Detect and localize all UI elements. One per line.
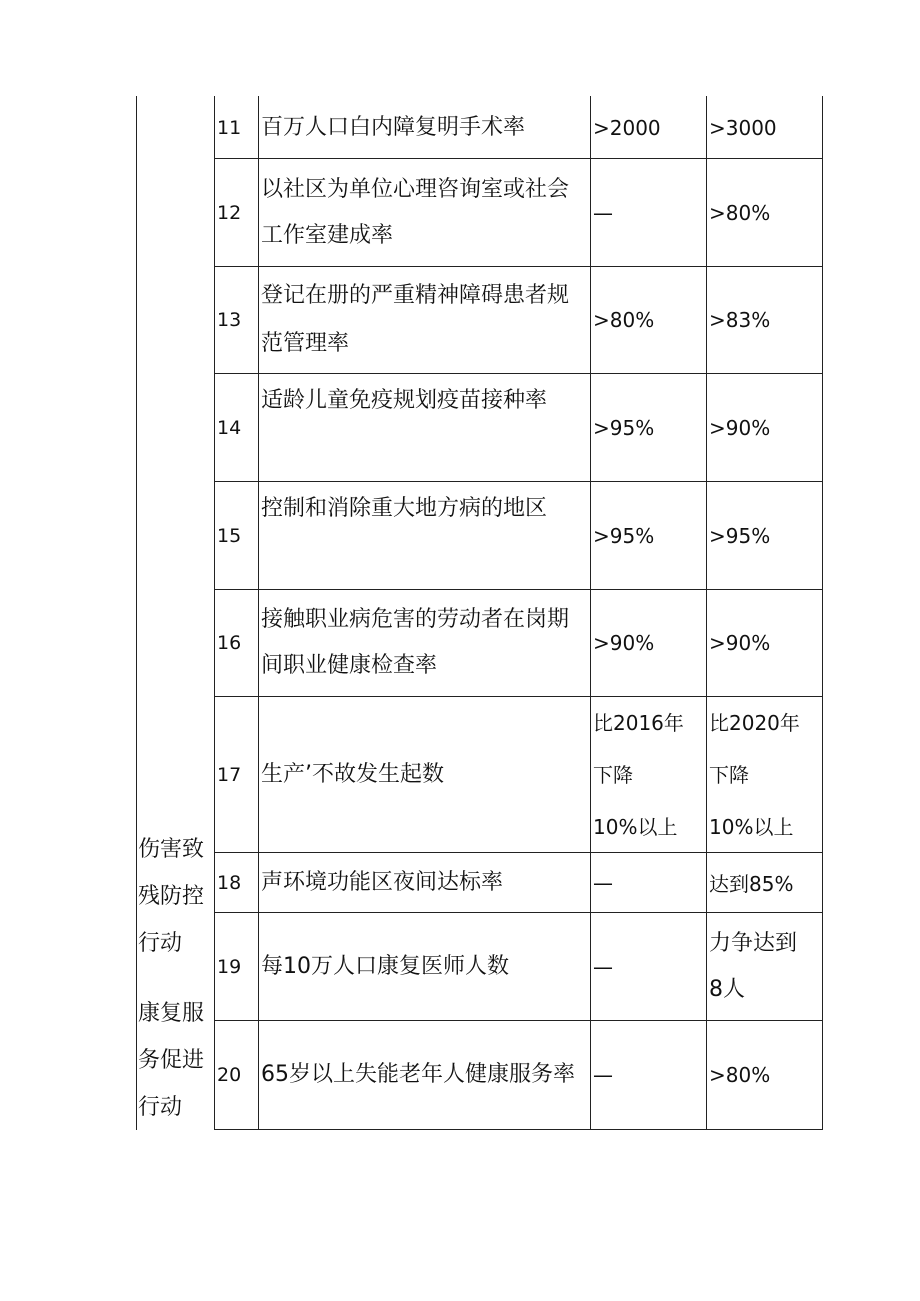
- indicator-name: 适龄儿童免疫规划疫苗接种率: [261, 388, 548, 413]
- row-number: 18: [217, 871, 242, 894]
- target-2025-value: >80%: [709, 1063, 771, 1087]
- row-number: 11: [217, 116, 242, 139]
- target-2025-value: >83%: [709, 308, 771, 332]
- indicator-name: 生产’不故发生起数: [261, 761, 444, 787]
- target-2020-value: —: [593, 954, 613, 979]
- table-bottom-border: [214, 1129, 823, 1130]
- target-2020-value: >80%: [593, 308, 655, 332]
- target-2020-value: >2000: [593, 115, 661, 140]
- target-2025-value: [707, 913, 822, 1020]
- target-2020-value: >95%: [593, 415, 655, 440]
- row-number: 15: [217, 524, 242, 547]
- target-2025-value: >95%: [709, 523, 771, 548]
- target-2020-value: —: [593, 1063, 613, 1087]
- indicator-name: 65岁以上失能老年人健康服务率: [261, 1062, 575, 1087]
- indicator-name: 声环境功能区夜间达标率: [261, 869, 504, 895]
- row-number: 20: [217, 1064, 242, 1086]
- target-2020-line: 下降: [593, 762, 633, 787]
- target-2025-line: 下降: [709, 762, 749, 787]
- table-right-border: [822, 96, 823, 1130]
- indicator-name: 百万人口白内障复明手术率: [261, 114, 526, 140]
- target-2020-line: 10%以上: [593, 814, 678, 839]
- indicator-name: 接触职业病危害的劳动者在岗期间职业健康检查率: [261, 607, 570, 678]
- target-2020-value: >90%: [593, 631, 655, 655]
- row-number: 14: [217, 416, 242, 439]
- indicator-name: 以社区为单位心理咨询室或社会工作室建成率: [261, 176, 570, 248]
- target-2020-value: [591, 697, 706, 852]
- row-number: 13: [217, 309, 242, 331]
- row-number: 16: [217, 632, 242, 654]
- category-label-rehab: 康复服务促进行动: [138, 1001, 205, 1120]
- row-number: 17: [217, 763, 242, 786]
- target-2025-line: 比2020年: [709, 710, 800, 735]
- target-2025-value: [707, 697, 822, 852]
- category-label-injury: 伤害致残防控行动: [138, 837, 205, 956]
- target-2025-line: 8人: [709, 976, 745, 1002]
- target-2025-value: 达到85%: [709, 872, 794, 896]
- target-2020-value: —: [593, 870, 613, 895]
- target-2020-line: 比2016年: [593, 710, 684, 735]
- target-2025-line: 力争达到: [709, 930, 798, 956]
- target-2025-line: 10%以上: [709, 814, 794, 839]
- target-2020-value: >95%: [593, 523, 655, 548]
- target-2020-value: —: [593, 200, 613, 225]
- row-number: 19: [217, 955, 242, 978]
- row-number: 12: [217, 201, 242, 224]
- indicator-name: 控制和消除重大地方病的地区: [261, 496, 548, 521]
- target-2025-value: >90%: [709, 415, 771, 440]
- target-2025-value: >90%: [709, 631, 771, 655]
- target-2025-value: >3000: [709, 115, 777, 140]
- indicator-name: 每10万人口康复医师人数: [261, 953, 509, 979]
- indicator-name: 登记在册的严重精神障碍患者规范管理率: [261, 283, 570, 356]
- target-2025-value: >80%: [709, 200, 771, 225]
- table-left-border: [136, 96, 137, 1130]
